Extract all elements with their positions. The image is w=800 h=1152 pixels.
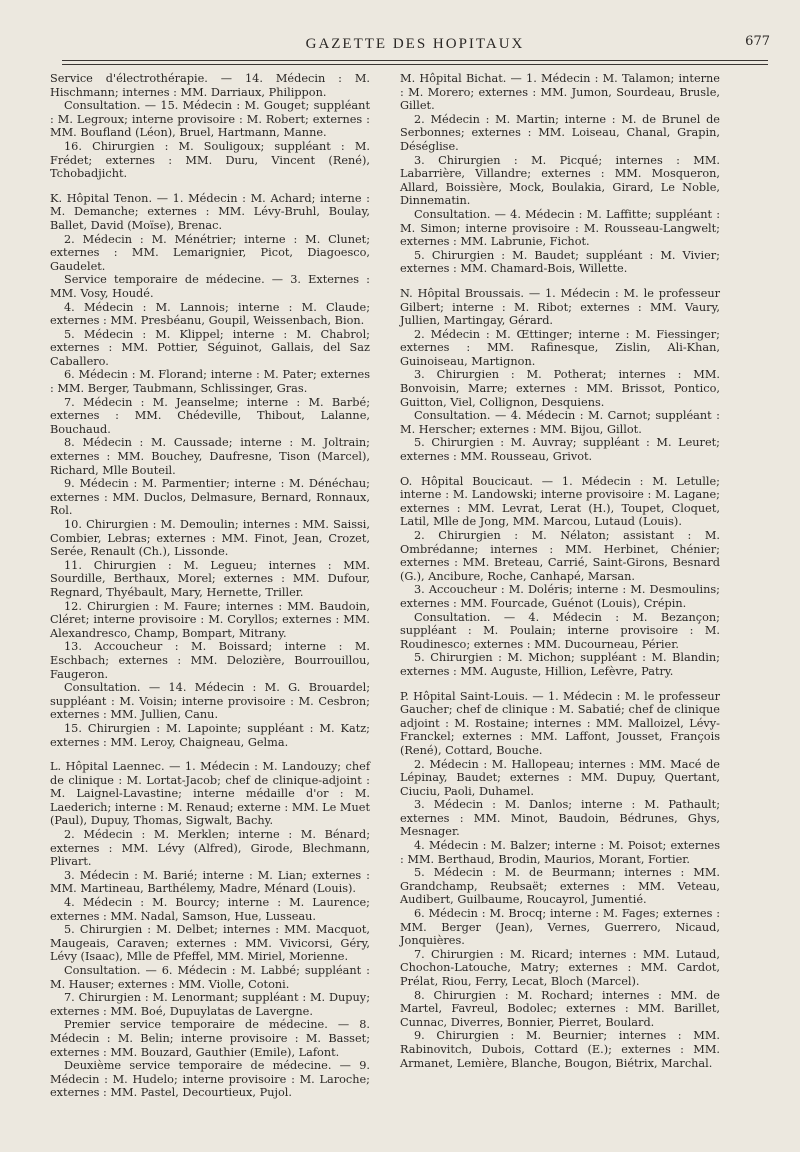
column-paragraph: 3. Chirurgien : M. Potherat; internes : MM. Bonvoisin, Marre; externes : MM. Brissot, Pontico, Guitton, Viel, Collignon, Desquiens. [400, 368, 720, 409]
column-paragraph: M. Hôpital Bichat. — 1. Médecin : M. Talamon; interne : M. Morero; externes : MM. Jumon, Sourdeau, Brusle, Gillet. [400, 72, 720, 113]
column-paragraph: 4. Médecin : M. Lannois; interne : M. Claude; externes : MM. Presbéanu, Goupil, Weissenbach, Bion. [50, 300, 370, 328]
column-paragraph: 2. Médecin : M. Œttinger; interne : M. Fiessinger; externes : MM. Rafinesque, Zislin, Ali-Khan, Guinoiseau, Martignon. [400, 327, 720, 368]
column-paragraph: Consultation. — 4. Médecin : M. Laffitte; suppléant : M. Simon; interne provisoire : M. Rousseau-Langwelt; externes : MM. Labrunie, Fichot. [400, 207, 720, 249]
column-paragraph: Premier service temporaire de médecine. — 8. Médecin : M. Belin; interne provisoire : M. Basset; externes : MM. Bouzard, Gauthier (Emile), Lafont. [50, 1018, 370, 1059]
column-paragraph: Consultation. — 4. Médecin : M. Bezançon; suppléant : M. Poulain; interne provisoire : M. Roudinesco; externes : MM. Ducourneau, Périer. [400, 610, 720, 651]
page-title: GAZETTE DES HOPITAUX [305, 36, 525, 52]
column-paragraph: Service d'électrothérapie. — 14. Médecin : M. Hischmann; internes : MM. Darriaux, Philippon. [50, 72, 370, 99]
header-rule [62, 64, 768, 65]
left-column [50, 72, 370, 1100]
column-paragraph: 7. Médecin : M. Jeanselme; interne : M. Barbé; externes : MM. Chédeville, Thibout, Lalanne, Bouchaud. [50, 395, 370, 436]
column-paragraph: Service temporaire de médecine. — 3. Externes : MM. Vosy, Houdé. [50, 273, 370, 300]
column-paragraph: N. Hôpital Broussais. — 1. Médecin : M. le professeur Gilbert; interne : M. Ribot; externes : MM. Vaury, Jullien, Martingay, Gérard. [400, 286, 720, 328]
section-gap [50, 749, 370, 760]
section-gap [400, 276, 720, 287]
column-paragraph: Consultation. — 15. Médecin : M. Gouget; suppléant : M. Legroux; interne provisoire : M. Robert; externes : MM. Boufland (Léon), Bruel, Hartmann, Manne. [50, 99, 370, 140]
column-paragraph: 5. Chirurgien : M. Delbet; internes : MM. Macquot, Maugeais, Caraven; externes : MM. Vivicorsi, Géry, Lévy (Isaac), Mlle de Pfeffel, MM. Miriel, Morienne. [50, 923, 370, 964]
column-paragraph: Consultation. — 14. Médecin : M. G. Brouardel; suppléant : M. Voisin; interne provisoire : M. Cesbron; externes : MM. Jullien, Canu. [50, 681, 370, 722]
column-paragraph: 5. Chirurgien : M. Michon; suppléant : M. Blandin; externes : MM. Auguste, Hillion, Lefèvre, Patry. [400, 651, 720, 678]
column-paragraph: 7. Chirurgien : M. Lenormant; suppléant : M. Dupuy; externes : MM. Boé, Dupuylatas de Lavergne. [50, 991, 370, 1018]
column-paragraph: Consultation. — 4. Médecin : M. Carnot; suppléant : M. Herscher; externes : MM. Bijou, Gillot. [400, 409, 720, 436]
column-paragraph: 3. Accoucheur : M. Doléris; interne : M. Desmoulins; externes : MM. Fourcade, Guénot (Louis), Crépin. [400, 583, 720, 610]
column-paragraph: L. Hôpital Laennec. — 1. Médecin : M. Landouzy; chef de clinique : M. Lortat-Jacob; chef de clinique-adjoint : M. Laignel-Lavastine; interne médaille d'or : M. Laederich; interne : M. Renaud; externe : MM. Le Muet (Paul), Dupuy, Thomas, Sigwalt, Bachy. [50, 760, 370, 828]
column-paragraph: 4. Médecin : M. Bourcy; interne : M. Laurence; externes : MM. Nadal, Samson, Hue, Lusseau. [50, 896, 370, 923]
column-paragraph: 5. Médecin : M. Klippel; interne : M. Chabrol; externes : MM. Pottier, Séguinot, Gallais, del Saz Caballero. [50, 327, 370, 368]
column-paragraph: 2. Médecin : M. Hallopeau; internes : MM. Macé de Lépinay, Baudet; externes : MM. Dupuy, Quertant, Ciuciu, Paoli, Duhamel. [400, 757, 720, 798]
column-paragraph: 6. Médecin : M. Brocq; interne : M. Fages; externes : MM. Berger (Jean), Vernes, Guerrero, Nicaud, Jonquières. [400, 907, 720, 948]
section-gap [400, 679, 720, 690]
column-paragraph: Consultation. — 6. Médecin : M. Labbé; suppléant : M. Hauser; externes : MM. Violle, Cotoni. [50, 964, 370, 991]
column-paragraph: 15. Chirurgien : M. Lapointe; suppléant : M. Katz; externes : MM. Leroy, Chaigneau, Gelma. [50, 721, 370, 749]
column-paragraph: 2. Médecin : M. Merklen; interne : M. Bénard; externes : MM. Lévy (Alfred), Girode, Blechmann, Plivart. [50, 828, 370, 869]
column-paragraph: 9. Chirurgien : M. Beurnier; internes : MM. Rabinovitch, Dubois, Cottard (E.); externes : MM. Armanet, Lemière, Blanche, Bougon, Biétrix, Marchal. [400, 1029, 720, 1070]
column-paragraph: 13. Accoucheur : M. Boissard; interne : M. Eschbach; externes : MM. Delozière, Bourrouillou, Faugeron. [50, 640, 370, 681]
column-paragraph: 16. Chirurgien : M. Souligoux; suppléant : M. Frédet; externes : MM. Duru, Vincent (René), Tchobadjicht. [50, 139, 370, 181]
column-paragraph: 3. Chirurgien : M. Picqué; internes : MM. Labarrière, Villandre; externes : MM. Mosqueron, Allard, Boissière, Mock, Boulakia, Girard, Le Noble, Dinnematin. [400, 153, 720, 208]
column-paragraph: P. Hôpital Saint-Louis. — 1. Médecin : M. le professeur Gaucher; chef de clinique : M. Sabatié; chef de clinique adjoint : M. Rostaine; internes : MM. Malloizel, Lévy-Franckel; externes : MM. Laffont, Jousset, François (René), Cottard, Bouche. [400, 689, 720, 757]
column-paragraph: 5. Chirurgien : M. Auvray; suppléant : M. Leuret; externes : MM. Rousseau, Grivot. [400, 436, 720, 464]
section-gap [400, 464, 720, 475]
page-number: 677 [745, 34, 770, 49]
column-paragraph: 8. Médecin : M. Caussade; interne : M. Joltrain; externes : MM. Bouchey, Daufresne, Tison (Marcel), Richard, Mlle Bouteil. [50, 436, 370, 477]
column-paragraph: 5. Chirurgien : M. Baudet; suppléant : M. Vivier; externes : MM. Chamard-Bois, Willette. [400, 248, 720, 276]
column-paragraph: 6. Médecin : M. Florand; interne : M. Pater; externes : MM. Berger, Taubmann, Schlissinger, Gras. [50, 368, 370, 396]
right-column [400, 72, 720, 1070]
column-paragraph: 2. Médecin : M. Ménétrier; interne : M. Clunet; externes : MM. Lemarignier, Picot, Diagoesco, Gaudelet. [50, 232, 370, 273]
column-paragraph: 11. Chirurgien : M. Legueu; internes : MM. Sourdille, Berthaux, Morel; externes : MM. Dufour, Regnard, Thyébault, Mary, Hernette, Triller. [50, 558, 370, 599]
section-gap [50, 181, 370, 192]
column-paragraph: 7. Chirurgien : M. Ricard; internes : MM. Lutaud, Chochon-Latouche, Matry; externes : MM. Cardot, Prélat, Riou, Ferry, Lecat, Bloch (Marcel). [400, 947, 720, 988]
column-paragraph: 4. Médecin : M. Balzer; interne : M. Poisot; externes : MM. Berthaud, Brodin, Maurios, Morant, Fortier. [400, 839, 720, 866]
header-rule [62, 60, 768, 61]
column-paragraph: K. Hôpital Tenon. — 1. Médecin : M. Achard; interne : M. Demanche; externes : MM. Lévy-Bruhl, Boulay, Ballet, David (Moïse), Brenac. [50, 191, 370, 232]
column-paragraph: 2. Médecin : M. Martin; interne : M. de Brunel de Serbonnes; externes : MM. Loiseau, Chanal, Grapin, Déséglise. [400, 112, 720, 153]
column-paragraph: O. Hôpital Boucicaut. — 1. Médecin : M. Letulle; interne : M. Landowski; interne provisoire : M. Lagane; externes : MM. Levrat, Lerat (H.), Toupet, Cloquet, Latil, Mlle de Jong, MM. Marcou, Lutaud (Louis). [400, 474, 720, 529]
column-paragraph: Deuxième service temporaire de médecine. — 9. Médecin : M. Hudelo; interne provisoire : M. Laroche; externes : MM. Pastel, Decourtieux, Pujol. [50, 1059, 370, 1100]
column-paragraph: 8. Chirurgien : M. Rochard; internes : MM. de Martel, Favreul, Bodolec; externes : MM. Barillet, Cunnac, Diverres, Bonnier, Pierret, Boulard. [400, 988, 720, 1029]
column-paragraph: 5. Médecin : M. de Beurmann; internes : MM. Grandchamp, Reubsaët; externes : MM. Veteau, Audibert, Guilbaume, Roucayrol, Jumentié. [400, 866, 720, 907]
column-paragraph: 3. Médecin : M. Danlos; interne : M. Pathault; externes : MM. Minot, Baudoin, Bédrunes, Ghys, Mesnager. [400, 798, 720, 839]
column-paragraph: 9. Médecin : M. Parmentier; interne : M. Dénéchau; externes : MM. Duclos, Delmasure, Bernard, Ronnaux, Rol. [50, 477, 370, 518]
column-paragraph: 3. Médecin : M. Barié; interne : M. Lian; externes : MM. Martineau, Barthélemy, Madre, Ménard (Louis). [50, 868, 370, 896]
column-paragraph: 12. Chirurgien : M. Faure; internes : MM. Baudoin, Cléret; interne provisoire : M. Coryllos; externes : MM. Alexandresco, Champ, Bompart, Mitrany. [50, 599, 370, 640]
column-paragraph: 2. Chirurgien : M. Nélaton; assistant : M. Ombrédanne; internes : MM. Herbinet, Chénier; externes : MM. Breteau, Carrié, Saint-Girons, Besnard (G.), Ancibure, Roche, Canhapé, Marsan. [400, 529, 720, 583]
column-paragraph: 10. Chirurgien : M. Demoulin; internes : MM. Saissi, Combier, Lebras; externes : MM. Finot, Jean, Crozet, Serée, Renault (Ch.), Lissonde. [50, 518, 370, 559]
